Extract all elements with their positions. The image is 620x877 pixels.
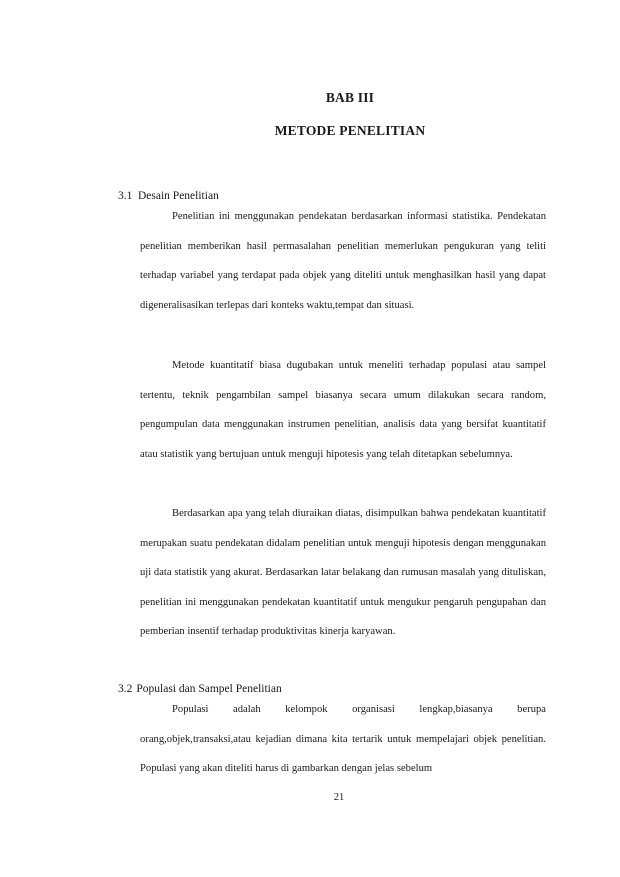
section-title: Populasi dan Sampel Penelitian (136, 683, 282, 695)
section-number: 3.2 (118, 683, 133, 695)
section-number: 3.1 (118, 190, 133, 202)
section-title: Desain Penelitian (138, 190, 219, 202)
chapter-title: METODE PENELITIAN (274, 123, 426, 138)
paragraph-desain-3: Berdasarkan apa yang telah diuraikan diatas, disimpulkan bahwa pendekatan kuantitatif merupakan suatu pendekatan didalam penelitian untuk menguji hipotesis dengan menggunakan uji data statistik yang akurat. Berdasarkan latar belakang dan rumusan masalah yang dituliskan, penelitian ini menggunakan pendekatan kuantitatif untuk mengukur pengaruh pengupahan dan pemberian insentif terhadap produktivitas kinerja karyawan. (140, 508, 546, 638)
section-heading-3-2 (118, 683, 282, 695)
page-number: 21 (333, 792, 345, 803)
paragraph-desain-1: Penelitian ini menggunakan pendekatan berdasarkan informasi statistika. Pendekatan penelitian memberikan hasil permasalahan penelitian memerlukan pengukuran yang teliti terhadap variabel yang terdapat pada objek yang diteliti untuk menghasilkan hasil yang dapat digeneralisasikan terlepas dari konteks waktu,tempat dan situasi. (140, 211, 546, 311)
chapter-number: BAB III (325, 90, 375, 105)
paragraph-desain-2: Metode kuantitatif biasa dugubakan untuk meneliti terhadap populasi atau sampel tertentu, teknik pengambilan sampel biasanya secara umum dilakukan secara random, pengumpulan data menggunakan instrumen penelitian, analisis data yang bersifat kuantitatif atau statistik yang bertujuan untuk menguji hipotesis yang telah ditetapkan sebelumnya. (140, 360, 546, 460)
section-heading-3-1 (118, 190, 219, 202)
paragraph-populasi-1: Populasi adalah kelompok organisasi lengkap,biasanya berupa orang,objek,transaksi,atau kejadian dimana kita tertarik untuk mempelajari objek penelitian. Populasi yang akan diteliti harus di gambarkan dengan jelas sebelum (140, 704, 546, 775)
